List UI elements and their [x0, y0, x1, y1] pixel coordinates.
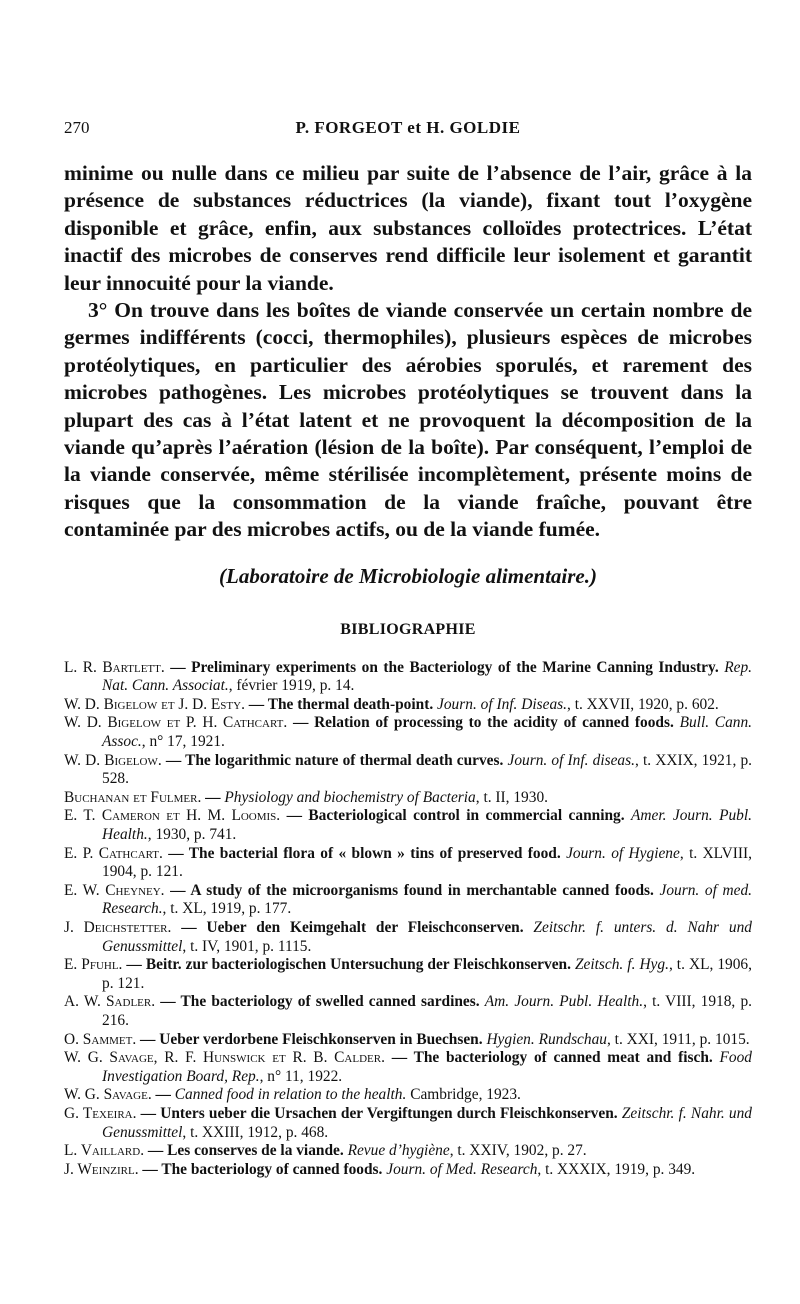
body-text: [64, 160, 752, 544]
bibliography-list: [64, 659, 752, 1180]
bib-author: J. Weinzirl.: [64, 1160, 139, 1178]
bib-author: Buchanan et Fulmer.: [64, 788, 202, 806]
bibliography-entry: [64, 1049, 752, 1086]
bib-author: A. W. Sadler.: [64, 993, 156, 1011]
page: [64, 112, 752, 1179]
bib-title: —: [151, 1086, 175, 1104]
bib-author: E. T. Cameron et H. M. Loomis.: [64, 807, 281, 825]
bib-title: — Ueber den Keimgehalt der Fleischconserven.: [171, 919, 534, 936]
bib-author: W. D. Bigelow et P. H. Cathcart.: [64, 714, 288, 732]
bib-title: — A study of the microorganisms found in merchantable canned foods.: [164, 881, 660, 899]
paragraph-continuation: minime ou nulle dans ce milieu par suite de l’absence de l’air, grâce à la présence de substances réductrices (la viande), fixant tout l’oxygène disponible et grâce, enfin, aux substances colloïdes protectrices. L’état inactif des microbes de conserves rend difficile leur isolement et garantit leur innocuité pour la viande.: [64, 161, 752, 295]
bibliography-entry: [64, 993, 752, 1030]
bib-details: , t. XXIII, 1912, p. 468.: [182, 1123, 329, 1141]
bibliography-entry: [64, 956, 752, 993]
bibliography-entry: [64, 752, 752, 789]
bib-journal: Am. Journ. Publ. Health.: [484, 993, 644, 1011]
bib-journal: Zeitschr. f. Nahr. und Genussmittel: [102, 1104, 752, 1141]
bib-details: , n° 17, 1921.: [141, 733, 225, 751]
laboratory-affiliation: (Laboratoire de Microbiologie alimentaire.): [219, 563, 597, 588]
bib-title: — The thermal death-point.: [244, 695, 438, 713]
bibliography-entry: [64, 714, 752, 751]
bibliography-entry: [64, 1142, 752, 1161]
bib-details: , t. XL, 1919, p. 177.: [162, 900, 292, 918]
bib-details: , t. IV, 1901, p. 1115.: [182, 937, 312, 955]
bib-author: W. G. Savage, R. F. Hunswick et R. B. Calder.: [64, 1049, 385, 1067]
running-title: P. FORGEOT et H. GOLDIE: [295, 118, 521, 137]
bib-journal: Canned food in relation to the health.: [174, 1086, 407, 1104]
bibliography-entry: [64, 1161, 752, 1180]
bib-journal: Journ. of Inf. diseas.: [507, 751, 635, 769]
bib-author: E. W. Cheyney.: [64, 881, 165, 899]
bib-title: — The bacteriology of canned meat and fisch.: [384, 1049, 720, 1067]
bib-author: W. D. Bigelow.: [64, 751, 162, 769]
page-number: 270: [64, 118, 90, 137]
bib-details: , t. XXIV, 1902, p. 27.: [449, 1142, 587, 1160]
bibliography-entry: [64, 1031, 752, 1050]
bib-details: , 1930, p. 741.: [147, 826, 237, 844]
bib-author: L. R. Bartlett.: [64, 658, 165, 676]
bibliography-entry: [64, 807, 752, 844]
bib-author: J. Deichstetter.: [64, 919, 172, 936]
bib-journal: Journ. of Hygiene: [566, 844, 680, 862]
bib-title: — Bacteriological control in commercial canning.: [280, 807, 631, 825]
bib-title: — Ueber verdorbene Fleischkonserven in Buechsen.: [136, 1030, 487, 1048]
bibliography-entry: [64, 789, 752, 808]
bibliography-entry: [64, 1105, 752, 1142]
bib-journal: Amer. Journ. Publ. Health.: [102, 807, 752, 844]
bib-journal: Journ. of med. Research.: [102, 881, 752, 918]
bib-title: — The bacteriology of canned foods.: [138, 1160, 387, 1178]
bib-journal: Physiology and biochemistry of Bacteria: [224, 788, 476, 806]
bib-title: — The logarithmic nature of thermal death curves.: [161, 751, 508, 769]
bib-details: , t. XXVII, 1920, p. 602.: [567, 695, 719, 713]
bib-details: , t. XXIX, 1921, p. 528.: [102, 751, 752, 788]
bib-title: — The bacterial flora of « blown » tins of preserved food.: [162, 844, 567, 862]
bib-journal: Rep. Nat. Cann. Associat.: [102, 658, 752, 695]
bib-author: E. P. Cathcart.: [64, 844, 163, 862]
bib-journal: Zeitschr. f. unters. d. Nahr und Genussmittel: [102, 919, 752, 955]
bib-details: , février 1919, p. 14.: [228, 677, 355, 695]
bib-title: — Les conserves de la viande.: [144, 1142, 348, 1160]
bib-details: , t. VIII, 1918, p. 216.: [102, 993, 753, 1029]
bib-journal: Hygien. Rundschau: [486, 1030, 607, 1048]
paragraph-conclusion-3: 3° On trouve dans les boîtes de viande conservée un certain nombre de germes indifférents (cocci, thermophiles), plusieurs espèces de microbes protéolytiques, en particulier des aérobies sporulés, et rarement des microbes pathogènes. Les microbes protéolytiques se trouvent dans la plupart des cas à l’état latent et ne provoquent la décomposition de la viande qu’après l’aération (lésion de la boîte). Par conséquent, l’emploi de la viande conservée, même stérilisée incomplètement, présente moins de risques que la consommation de la viande fraîche, pouvant être contaminée par des microbes actifs, ou de la viande fumée.: [64, 298, 752, 542]
running-head: [64, 112, 752, 146]
bibliography-entry: [64, 696, 752, 715]
bib-details: , t. XXXIX, 1919, p. 349.: [537, 1160, 696, 1178]
bib-details: Cambridge, 1923.: [406, 1086, 521, 1104]
bibliography-heading: BIBLIOGRAPHIE: [340, 620, 476, 638]
bibliography-entry: [64, 919, 752, 956]
bib-title: — Relation of processing to the acidity of canned foods.: [287, 714, 680, 732]
bib-author: W. G. Savage.: [64, 1086, 152, 1104]
bib-details: , t. XXI, 1911, p. 1015.: [606, 1030, 750, 1048]
bib-title: — Beitr. zur bacteriologischen Untersuchung der Fleischkonserven.: [122, 956, 575, 974]
bib-journal: Food Investigation Board, Rep.: [102, 1049, 752, 1085]
bib-journal: Journ. of Inf. Diseas.: [437, 695, 567, 713]
bib-journal: Revue d’hygiène: [347, 1142, 450, 1160]
bib-title: — The bacteriology of swelled canned sardines.: [155, 993, 485, 1011]
bibliography-entry: [64, 1086, 752, 1105]
bibliography-entry: [64, 659, 752, 696]
bib-author: W. D. Bigelow et J. D. Esty.: [64, 695, 245, 713]
bib-details: , t. XLVIII, 1904, p. 121.: [102, 844, 753, 881]
bib-details: , t. XL, 1906, p. 121.: [102, 956, 752, 992]
bib-title: —: [201, 788, 225, 806]
bib-author: O. Sammet.: [64, 1030, 137, 1048]
bib-journal: Bull. Cann. Assoc.: [102, 714, 753, 751]
bib-journal: Journ. of Med. Research: [386, 1160, 538, 1178]
bib-details: , n° 11, 1922.: [259, 1067, 343, 1085]
bib-author: G. Texeira.: [64, 1104, 137, 1122]
bib-journal: Zeitsch. f. Hyg.: [574, 956, 669, 974]
bib-title: — Preliminary experiments on the Bacteriology of the Marine Canning Industry.: [164, 658, 725, 676]
bib-author: E. Pfuhl.: [64, 956, 123, 974]
bib-title: — Unters ueber die Ursachen der Vergiftungen durch Fleischkonserven.: [136, 1104, 622, 1122]
bib-author: L. Vaillard.: [64, 1142, 145, 1160]
bibliography-entry: [64, 882, 752, 919]
bib-details: , t. II, 1930.: [475, 788, 548, 806]
bibliography-entry: [64, 845, 752, 882]
